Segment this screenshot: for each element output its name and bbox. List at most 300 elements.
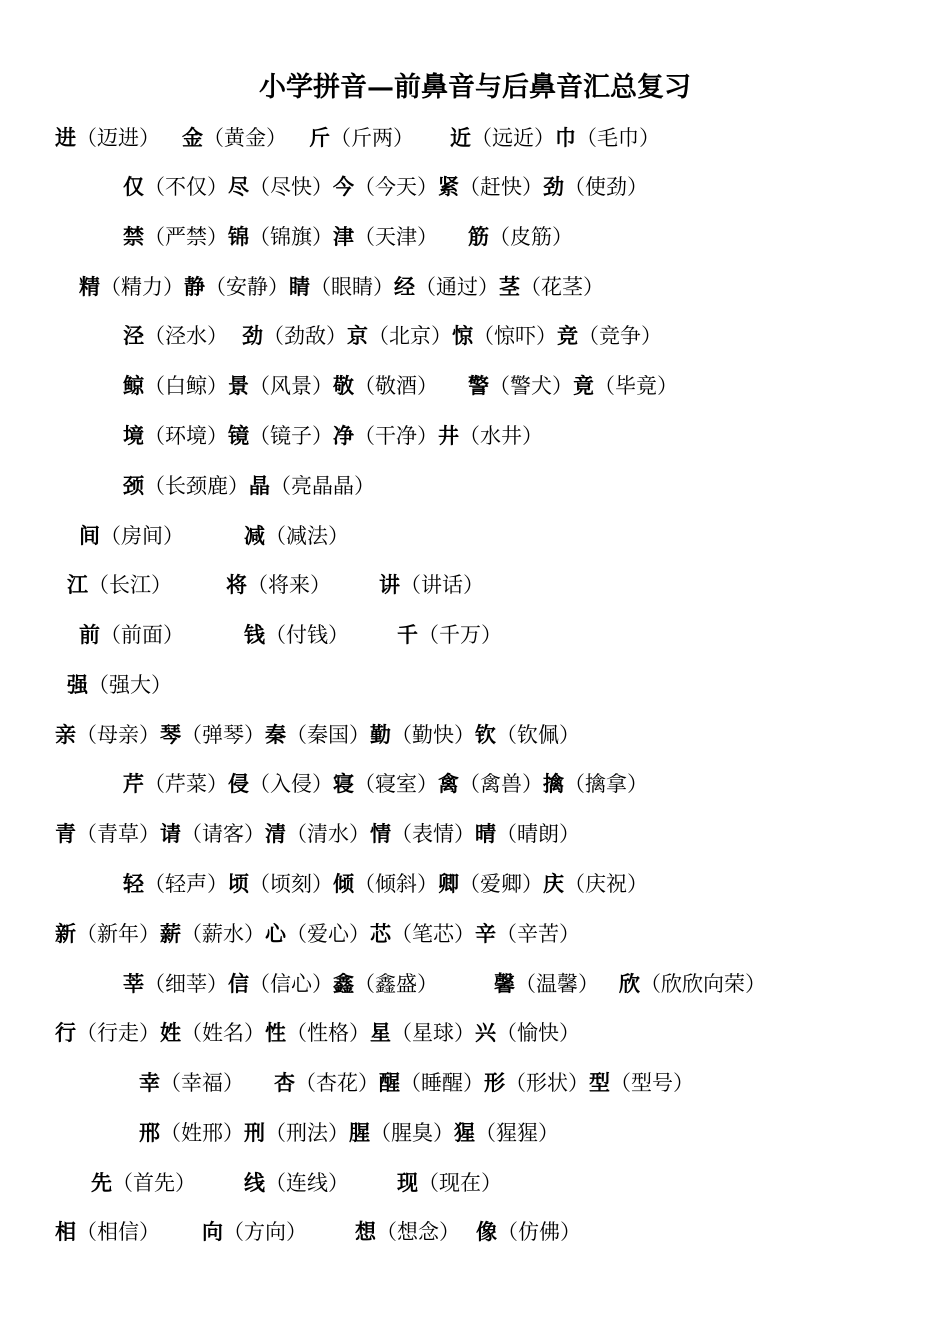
word-entry xyxy=(289,275,394,299)
character: 秦 xyxy=(265,722,286,747)
example-word: 敬酒 xyxy=(375,374,417,398)
open-paren: （ xyxy=(249,972,270,996)
word-entry xyxy=(139,1121,244,1145)
character: 钱 xyxy=(244,622,265,647)
open-paren: （ xyxy=(270,474,291,498)
word-line xyxy=(79,619,502,651)
example-word: 爱心 xyxy=(307,922,349,946)
open-paren: （ xyxy=(330,126,351,150)
open-paren: （ xyxy=(265,1171,286,1195)
open-paren: （ xyxy=(594,374,615,398)
open-paren: （ xyxy=(473,324,494,348)
open-paren: （ xyxy=(76,126,97,150)
word-entry xyxy=(475,1021,580,1045)
word-entry xyxy=(160,1021,265,1045)
character: 净 xyxy=(333,423,354,448)
word-entry xyxy=(123,424,228,448)
example-word: 北京 xyxy=(389,324,431,348)
character: 像 xyxy=(476,1219,497,1244)
example-word: 精力 xyxy=(121,275,163,299)
word-entry xyxy=(244,1121,349,1145)
word-entry xyxy=(228,872,333,896)
close-paren: ） xyxy=(568,1071,589,1095)
open-paren: （ xyxy=(489,374,510,398)
example-word: 新年 xyxy=(97,922,139,946)
close-paren: ） xyxy=(139,126,160,150)
close-paren: ） xyxy=(228,474,249,498)
close-paren: ） xyxy=(349,922,370,946)
word-entry xyxy=(228,374,333,398)
character: 减 xyxy=(244,523,265,548)
close-paren: ） xyxy=(244,922,265,946)
word-entry xyxy=(160,922,265,946)
word-entry xyxy=(397,623,502,647)
word-entry xyxy=(265,1021,370,1045)
example-word: 环境 xyxy=(165,424,207,448)
close-paren: ） xyxy=(312,175,333,199)
example-word: 勤快 xyxy=(412,723,454,747)
open-paren: （ xyxy=(203,126,224,150)
close-paren: ） xyxy=(207,324,228,348)
close-paren: ） xyxy=(139,822,160,846)
example-word: 猩猩 xyxy=(496,1121,538,1145)
example-word: 清水 xyxy=(307,822,349,846)
word-entry xyxy=(333,772,438,796)
close-paren: ） xyxy=(207,175,228,199)
close-paren: ） xyxy=(207,972,228,996)
close-paren: ） xyxy=(552,374,573,398)
close-paren: ） xyxy=(328,623,349,647)
close-paren: ） xyxy=(627,772,648,796)
open-paren: （ xyxy=(640,972,661,996)
open-paren: （ xyxy=(265,1121,286,1145)
close-paren: ） xyxy=(151,573,172,597)
character: 猩 xyxy=(454,1120,475,1145)
word-entry xyxy=(228,772,333,796)
character: 轻 xyxy=(123,871,144,896)
open-paren: （ xyxy=(144,324,165,348)
open-paren: （ xyxy=(76,1220,97,1244)
character: 请 xyxy=(160,821,181,846)
close-paren: ） xyxy=(244,822,265,846)
word-entry xyxy=(265,723,370,747)
open-paren: （ xyxy=(418,1171,439,1195)
character: 心 xyxy=(265,921,286,946)
close-paren: ） xyxy=(139,723,160,747)
example-word: 千万 xyxy=(439,623,481,647)
word-entry xyxy=(484,1071,589,1095)
close-paren: ） xyxy=(163,623,184,647)
open-paren: （ xyxy=(515,972,536,996)
open-paren: （ xyxy=(354,872,375,896)
word-entry xyxy=(333,374,438,398)
word-entry xyxy=(438,772,543,796)
open-paren: （ xyxy=(496,922,517,946)
open-paren: （ xyxy=(459,424,480,448)
example-word: 入侵 xyxy=(270,772,312,796)
character: 前 xyxy=(79,622,100,647)
word-entry xyxy=(226,573,331,597)
word-entry xyxy=(228,972,333,996)
character: 筋 xyxy=(468,224,489,249)
close-paren: ） xyxy=(454,1021,475,1045)
word-line xyxy=(123,320,662,352)
character: 倾 xyxy=(333,871,354,896)
example-word: 信心 xyxy=(270,972,312,996)
example-word: 劲敌 xyxy=(284,324,326,348)
word-line xyxy=(123,420,543,452)
word-line xyxy=(123,171,648,203)
open-paren: （ xyxy=(144,175,165,199)
word-entry xyxy=(123,772,228,796)
word-entry xyxy=(244,1171,349,1195)
close-paren: ） xyxy=(207,374,228,398)
character: 将 xyxy=(226,572,247,597)
word-entry xyxy=(349,1121,454,1145)
example-word: 房间 xyxy=(121,524,163,548)
word-entry xyxy=(123,872,228,896)
word-entry xyxy=(452,324,557,348)
example-word: 干净 xyxy=(375,424,417,448)
character: 现 xyxy=(397,1170,418,1195)
close-paren: ） xyxy=(139,1021,160,1045)
open-paren: （ xyxy=(249,175,270,199)
example-word: 花茎 xyxy=(541,275,583,299)
character: 今 xyxy=(333,174,354,199)
character: 井 xyxy=(438,423,459,448)
example-word: 行走 xyxy=(97,1021,139,1045)
word-entry xyxy=(265,922,370,946)
character: 禁 xyxy=(123,224,144,249)
character: 庆 xyxy=(543,871,564,896)
word-entry xyxy=(123,324,228,348)
close-paren: ） xyxy=(358,1071,379,1095)
close-paren: ） xyxy=(223,1071,244,1095)
open-paren: （ xyxy=(88,673,109,697)
example-word: 黄金 xyxy=(224,126,266,150)
word-entry xyxy=(123,374,228,398)
close-paren: ） xyxy=(439,1220,460,1244)
close-paren: ） xyxy=(151,673,172,697)
open-paren: （ xyxy=(459,872,480,896)
close-paren: ） xyxy=(266,126,287,150)
open-paren: （ xyxy=(391,723,412,747)
word-entry xyxy=(55,126,160,150)
close-paren: ） xyxy=(431,324,452,348)
word-entry xyxy=(184,275,289,299)
close-paren: ） xyxy=(454,723,475,747)
example-word: 首先 xyxy=(133,1171,175,1195)
close-paren: ） xyxy=(417,772,438,796)
character: 惊 xyxy=(452,323,473,348)
close-paren: ） xyxy=(139,922,160,946)
close-paren: ） xyxy=(559,723,580,747)
word-line xyxy=(123,221,573,253)
example-word: 付钱 xyxy=(286,623,328,647)
open-paren: （ xyxy=(181,1021,202,1045)
character: 睛 xyxy=(289,274,310,299)
open-paren: （ xyxy=(564,772,585,796)
word-entry xyxy=(91,1171,196,1195)
close-paren: ） xyxy=(207,225,228,249)
character: 侵 xyxy=(228,771,249,796)
word-entry xyxy=(244,524,349,548)
character: 江 xyxy=(67,572,88,597)
word-entry xyxy=(333,175,438,199)
example-word: 倾斜 xyxy=(375,872,417,896)
example-word: 温馨 xyxy=(536,972,578,996)
word-entry xyxy=(468,225,573,249)
close-paren: ） xyxy=(326,324,347,348)
character: 相 xyxy=(55,1219,76,1244)
example-word: 斤两 xyxy=(351,126,393,150)
open-paren: （ xyxy=(400,1071,421,1095)
example-word: 将来 xyxy=(268,573,310,597)
open-paren: （ xyxy=(489,225,510,249)
open-paren: （ xyxy=(286,822,307,846)
character: 擒 xyxy=(543,771,564,796)
character: 芹 xyxy=(123,771,144,796)
character: 情 xyxy=(370,821,391,846)
open-paren: （ xyxy=(459,772,480,796)
character: 腥 xyxy=(349,1120,370,1145)
character: 想 xyxy=(355,1219,376,1244)
example-word: 鑫盛 xyxy=(375,972,417,996)
character: 钦 xyxy=(475,722,496,747)
word-entry xyxy=(619,972,766,996)
close-paren: ） xyxy=(559,822,580,846)
word-entry xyxy=(55,922,160,946)
word-entry xyxy=(333,872,438,896)
open-paren: （ xyxy=(496,723,517,747)
example-word: 方向 xyxy=(244,1220,286,1244)
close-paren: ） xyxy=(627,175,648,199)
example-word: 竞争 xyxy=(599,324,641,348)
word-entry xyxy=(355,1220,460,1244)
word-entry xyxy=(543,772,648,796)
word-entry xyxy=(249,474,375,498)
close-paren: ） xyxy=(417,374,438,398)
example-word: 风景 xyxy=(270,374,312,398)
character: 线 xyxy=(244,1170,265,1195)
open-paren: （ xyxy=(112,1171,133,1195)
character: 经 xyxy=(394,274,415,299)
open-paren: （ xyxy=(310,275,331,299)
character: 星 xyxy=(370,1020,391,1045)
character: 鲸 xyxy=(123,373,144,398)
close-paren: ） xyxy=(522,872,543,896)
example-word: 刑法 xyxy=(286,1121,328,1145)
open-paren: （ xyxy=(520,275,541,299)
example-word: 顷刻 xyxy=(270,872,312,896)
open-paren: （ xyxy=(391,1021,412,1045)
character: 金 xyxy=(182,125,203,150)
close-paren: ） xyxy=(538,1121,559,1145)
open-paren: （ xyxy=(181,822,202,846)
close-paren: ） xyxy=(433,1121,454,1145)
character: 向 xyxy=(202,1219,223,1244)
example-word: 泾水 xyxy=(165,324,207,348)
example-word: 性格 xyxy=(307,1021,349,1045)
character: 莘 xyxy=(123,971,144,996)
word-entry xyxy=(242,324,347,348)
open-paren: （ xyxy=(354,972,375,996)
open-paren: （ xyxy=(144,424,165,448)
character: 卿 xyxy=(438,871,459,896)
word-line xyxy=(55,818,580,850)
example-word: 寝室 xyxy=(375,772,417,796)
character: 清 xyxy=(265,821,286,846)
close-paren: ） xyxy=(163,275,184,299)
word-entry xyxy=(397,1171,502,1195)
close-paren: ） xyxy=(534,126,555,150)
close-paren: ） xyxy=(175,1171,196,1195)
example-word: 庆祝 xyxy=(585,872,627,896)
close-paren: ） xyxy=(478,275,499,299)
open-paren: （ xyxy=(249,374,270,398)
character: 竟 xyxy=(573,373,594,398)
open-paren: （ xyxy=(415,275,436,299)
word-entry xyxy=(454,1121,559,1145)
character: 景 xyxy=(228,373,249,398)
word-entry xyxy=(347,324,452,348)
word-entry xyxy=(182,126,287,150)
open-paren: （ xyxy=(564,872,585,896)
word-line xyxy=(123,470,375,502)
example-word: 长江 xyxy=(109,573,151,597)
word-entry xyxy=(123,225,228,249)
close-paren: ） xyxy=(454,922,475,946)
word-entry xyxy=(555,126,660,150)
close-paren: ） xyxy=(745,972,766,996)
word-entry xyxy=(370,922,475,946)
example-word: 睡醒 xyxy=(421,1071,463,1095)
word-entry xyxy=(55,1220,160,1244)
close-paren: ） xyxy=(641,324,662,348)
example-word: 惊吓 xyxy=(494,324,536,348)
example-word: 爱卿 xyxy=(480,872,522,896)
character: 行 xyxy=(55,1020,76,1045)
open-paren: （ xyxy=(249,772,270,796)
close-paren: ） xyxy=(481,1171,502,1195)
character: 锦 xyxy=(228,224,249,249)
word-entry xyxy=(589,1071,694,1095)
word-entry xyxy=(160,723,265,747)
example-word: 晴朗 xyxy=(517,822,559,846)
close-paren: ） xyxy=(163,524,184,548)
character: 劲 xyxy=(242,323,263,348)
word-entry xyxy=(438,175,543,199)
close-paren: ） xyxy=(417,175,438,199)
open-paren: （ xyxy=(418,623,439,647)
open-paren: （ xyxy=(400,573,421,597)
character: 讲 xyxy=(379,572,400,597)
character: 琴 xyxy=(160,722,181,747)
character: 薪 xyxy=(160,921,181,946)
example-word: 前面 xyxy=(121,623,163,647)
word-line xyxy=(55,1216,581,1248)
character: 姓 xyxy=(160,1020,181,1045)
example-word: 长颈鹿 xyxy=(165,474,228,498)
word-entry xyxy=(494,972,599,996)
character: 颈 xyxy=(123,473,144,498)
close-paren: ） xyxy=(552,225,573,249)
close-paren: ） xyxy=(312,225,333,249)
close-paren: ） xyxy=(583,275,604,299)
close-paren: ） xyxy=(312,972,333,996)
open-paren: （ xyxy=(76,1021,97,1045)
close-paren: ） xyxy=(560,1220,581,1244)
character: 幸 xyxy=(139,1070,160,1095)
character: 鑫 xyxy=(333,971,354,996)
open-paren: （ xyxy=(144,972,165,996)
example-word: 现在 xyxy=(439,1171,481,1195)
open-paren: （ xyxy=(286,1021,307,1045)
open-paren: （ xyxy=(205,275,226,299)
word-entry xyxy=(379,1071,484,1095)
open-paren: （ xyxy=(354,424,375,448)
character: 紧 xyxy=(438,174,459,199)
close-paren: ） xyxy=(657,374,678,398)
character: 精 xyxy=(79,274,100,299)
character: 京 xyxy=(347,323,368,348)
word-entry xyxy=(573,374,678,398)
word-entry xyxy=(543,872,648,896)
word-line xyxy=(67,669,172,701)
close-paren: ） xyxy=(244,723,265,747)
close-paren: ） xyxy=(481,623,502,647)
character: 进 xyxy=(55,125,76,150)
character: 镜 xyxy=(228,423,249,448)
character: 强 xyxy=(67,672,88,697)
open-paren: （ xyxy=(354,175,375,199)
open-paren: （ xyxy=(354,225,375,249)
open-paren: （ xyxy=(249,225,270,249)
example-word: 警犬 xyxy=(510,374,552,398)
character: 信 xyxy=(228,971,249,996)
example-word: 型号 xyxy=(631,1071,673,1095)
open-paren: （ xyxy=(564,175,585,199)
character: 境 xyxy=(123,423,144,448)
open-paren: （ xyxy=(505,1071,526,1095)
open-paren: （ xyxy=(223,1220,244,1244)
open-paren: （ xyxy=(286,723,307,747)
example-word: 想念 xyxy=(397,1220,439,1244)
word-entry xyxy=(333,972,438,996)
open-paren: （ xyxy=(76,723,97,747)
word-entry xyxy=(438,872,543,896)
word-entry xyxy=(476,1220,581,1244)
character: 尽 xyxy=(228,174,249,199)
close-paren: ） xyxy=(393,126,414,150)
word-line xyxy=(55,918,580,950)
example-word: 弹琴 xyxy=(202,723,244,747)
close-paren: ） xyxy=(373,275,394,299)
open-paren: （ xyxy=(368,324,389,348)
open-paren: （ xyxy=(76,922,97,946)
close-paren: ） xyxy=(578,972,599,996)
example-word: 秦国 xyxy=(307,723,349,747)
character: 馨 xyxy=(494,971,515,996)
open-paren: （ xyxy=(295,1071,316,1095)
character: 敬 xyxy=(333,373,354,398)
open-paren: （ xyxy=(249,872,270,896)
close-paren: ） xyxy=(559,922,580,946)
open-paren: （ xyxy=(610,1071,631,1095)
example-word: 强大 xyxy=(109,673,151,697)
close-paren: ） xyxy=(312,424,333,448)
example-word: 愉快 xyxy=(517,1021,559,1045)
